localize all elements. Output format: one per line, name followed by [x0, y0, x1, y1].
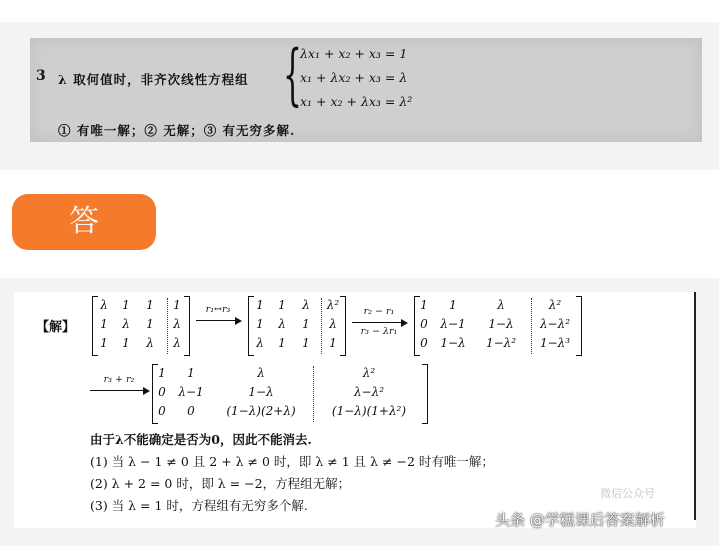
m2-cell: 1	[302, 317, 310, 331]
answer-tag: 答	[12, 194, 156, 250]
row-op-arrow	[90, 390, 148, 391]
m4-cell: λ−λ²	[353, 385, 385, 399]
equation-2: x₁ + λx₂ + x₃ = λ	[300, 70, 408, 85]
matrix-1	[92, 296, 190, 356]
m4-cell: λ²	[362, 366, 376, 380]
row-op-label-bottom: r₃ − λr₁	[360, 326, 398, 337]
m3-cell: 0	[420, 317, 428, 331]
m3-cell: λ−1	[440, 317, 466, 331]
m2-cell: 1	[256, 298, 264, 312]
m4-cell: 1−λ	[248, 385, 274, 399]
m1-cell: 1	[146, 298, 154, 312]
solution-label: 【解】	[36, 320, 76, 335]
augment-separator	[313, 366, 314, 422]
m1-cell: 1	[122, 298, 130, 312]
matrix-2	[248, 296, 346, 356]
question-number: 3	[36, 68, 46, 84]
solution-line: (1) 当 λ − 1 ≠ 0 且 2 + λ ≠ 0 时，即 λ ≠ 1 且 λ ≠ −2 时有唯一解；	[90, 454, 494, 469]
m2-cell: λ²	[326, 298, 340, 312]
row-op-label-top: r₂ − r₁	[363, 306, 395, 317]
watermark-ghost: 微信公众号	[600, 487, 655, 500]
row-op-arrow	[196, 320, 240, 321]
watermark-text: 头条 @学糕课后答案解析	[495, 511, 665, 529]
m2-cell: λ	[329, 317, 337, 331]
m4-cell: (1−λ)(2+λ)	[226, 404, 296, 418]
solution-line: (2) λ + 2 = 0 时，即 λ = −2，方程组无解；	[90, 476, 351, 491]
question-text: λ 取何值时，非齐次线性方程组	[58, 72, 249, 87]
m2-cell: 1	[329, 336, 337, 350]
matrix-3	[414, 296, 582, 356]
m3-cell: 0	[420, 336, 428, 350]
m4-cell: 0	[158, 385, 166, 399]
m1-cell: 1	[173, 298, 181, 312]
m1-cell: λ	[173, 317, 181, 331]
m4-cell: 0	[187, 404, 195, 418]
page-edge-rule	[694, 292, 696, 520]
question-options: ① 有唯一解；② 无解；③ 有无穷多解.	[58, 123, 296, 138]
m2-cell: 1	[278, 298, 286, 312]
row-op-label: r₃ + r₂	[103, 374, 135, 385]
m2-cell: λ	[302, 298, 310, 312]
m1-cell: 1	[100, 317, 108, 331]
question-scan	[30, 38, 702, 142]
m3-cell: 1	[449, 298, 457, 312]
m2-cell: λ	[256, 336, 264, 350]
m3-cell: 1−λ²	[485, 336, 517, 350]
m2-cell: 1	[278, 336, 286, 350]
row-op-swap-label: r₁↔r₃	[205, 304, 231, 315]
m3-cell: λ	[497, 298, 505, 312]
m1-cell: λ	[173, 336, 181, 350]
m4-cell: 0	[158, 404, 166, 418]
solution-scan	[14, 292, 696, 528]
m1-cell: λ	[100, 298, 108, 312]
m4-cell: λ−1	[178, 385, 204, 399]
equation-3: x₁ + x₂ + λx₃ = λ²	[300, 94, 413, 109]
row-op-arrow	[352, 322, 406, 323]
m1-cell: 1	[122, 336, 130, 350]
augment-separator	[167, 298, 168, 354]
equation-brace: {	[283, 36, 302, 113]
m4-cell: 1	[158, 366, 166, 380]
equation-1: λx₁ + x₂ + x₃ = 1	[300, 46, 408, 61]
solution-line: 由于λ不能确定是否为0，因此不能消去.	[90, 432, 312, 447]
augment-separator	[531, 298, 532, 354]
m4-cell: 1	[187, 366, 195, 380]
m4-cell: (1−λ)(1+λ²)	[331, 404, 407, 418]
m1-cell: 1	[146, 317, 154, 331]
m1-cell: λ	[146, 336, 154, 350]
m1-cell: 1	[100, 336, 108, 350]
augment-separator	[321, 298, 322, 354]
m3-cell: 1−λ	[488, 317, 514, 331]
m1-cell: λ	[122, 317, 130, 331]
m3-cell: 1−λ	[440, 336, 466, 350]
m2-cell: 1	[302, 336, 310, 350]
m3-cell: λ−λ²	[539, 317, 571, 331]
solution-line: (3) 当 λ = 1 时，方程组有无穷多个解.	[90, 498, 308, 513]
m4-cell: λ	[257, 366, 265, 380]
m2-cell: λ	[278, 317, 286, 331]
m3-cell: 1−λ³	[539, 336, 571, 350]
m3-cell: λ²	[548, 298, 562, 312]
m2-cell: 1	[256, 317, 264, 331]
matrix-4	[152, 364, 428, 424]
m3-cell: 1	[420, 298, 428, 312]
